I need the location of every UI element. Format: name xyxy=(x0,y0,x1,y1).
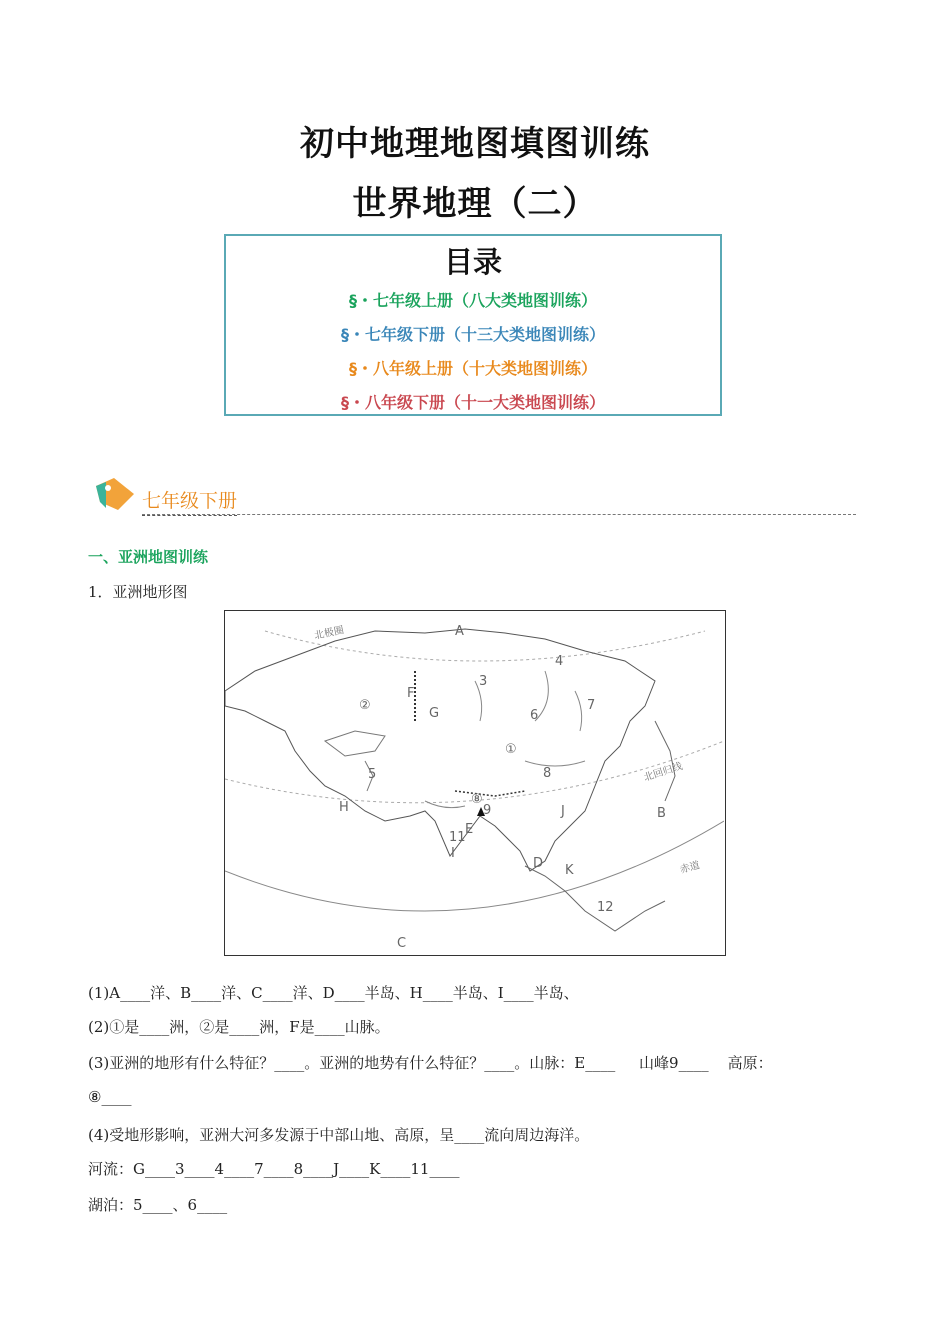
map-label-B: B xyxy=(657,806,666,821)
map-label-I: I xyxy=(451,846,455,861)
map-label-H: H xyxy=(339,800,349,815)
map-label-n5: 5 xyxy=(368,767,377,782)
map-label-n1: ① xyxy=(505,742,517,757)
map-label-F: F xyxy=(407,686,415,701)
toc-item-grade8-vol1[interactable]: §・八年级上册（十大类地图训练） xyxy=(348,359,597,378)
toc-item-grade7-vol1[interactable]: §・七年级上册（八大类地图训练） xyxy=(348,291,597,310)
map-label-tropic: 北回归线 xyxy=(642,761,684,784)
map-label-K: K xyxy=(565,863,574,878)
map-label-G: G xyxy=(429,706,440,721)
map-label-E: E xyxy=(465,822,474,837)
question-1: (1)A____洋、B____洋、C____洋、D____半岛、H____半岛、I____半岛、 xyxy=(88,984,579,1002)
page-title: 初中地理地图填图训练 xyxy=(300,124,650,164)
map-label-C: C xyxy=(397,936,407,951)
tag-icon xyxy=(92,474,136,514)
rivers-line: 河流：G____3____4____7____8____J____K____11____ xyxy=(88,1160,460,1178)
question-4: (4)受地形影响，亚洲大河多发源于中部山地、高原，呈____流向周边海洋。 xyxy=(88,1126,590,1144)
toc-item-grade8-vol2[interactable]: §・八年级下册（十一大类地图训练） xyxy=(340,393,605,412)
table-of-contents xyxy=(224,234,722,416)
map-label-n7: 7 xyxy=(587,698,596,713)
map-label-A: A xyxy=(455,624,464,639)
toc-heading: 目录 xyxy=(443,245,502,279)
page-subtitle: 世界地理（二） xyxy=(352,184,598,224)
map-label-n2: ② xyxy=(359,698,371,713)
item-title: 1．亚洲地形图 xyxy=(88,583,188,601)
map-label-n8c: ⑧ xyxy=(471,792,483,807)
map-label-n4: 4 xyxy=(555,654,564,669)
question-3: (3)亚洲的地形有什么特征？____。亚洲的地势有什么特征？____。山脉：E____ 山峰9____ 高原： xyxy=(88,1054,773,1072)
map-label-n6: 6 xyxy=(530,708,539,723)
map-label-n3: 3 xyxy=(479,674,488,689)
map-label-equator: 赤道 xyxy=(678,860,702,876)
map-label-n11: 11 xyxy=(449,830,466,845)
map-label-n9: 9 xyxy=(483,803,492,818)
map-label-arctic-circle: 北极圈 xyxy=(313,624,345,642)
map-label-D: D xyxy=(533,856,544,871)
map-label-n8: 8 xyxy=(543,766,552,781)
toc-item-grade7-vol2[interactable]: §・七年级下册（十三大类地图训练） xyxy=(340,325,605,344)
question-3-cont: ⑧____ xyxy=(88,1088,132,1106)
section-divider xyxy=(142,514,856,515)
lakes-line: 湖泊：5____、6____ xyxy=(88,1196,228,1214)
section-title: 七年级下册 xyxy=(142,486,237,516)
map-label-J: J xyxy=(561,804,565,819)
map-label-n12: 12 xyxy=(597,900,614,915)
question-2: (2)①是____洲，②是____洲，F是____山脉。 xyxy=(88,1018,390,1036)
subsection-heading: 一、亚洲地图训练 xyxy=(88,548,209,566)
asia-terrain-map xyxy=(224,610,726,956)
